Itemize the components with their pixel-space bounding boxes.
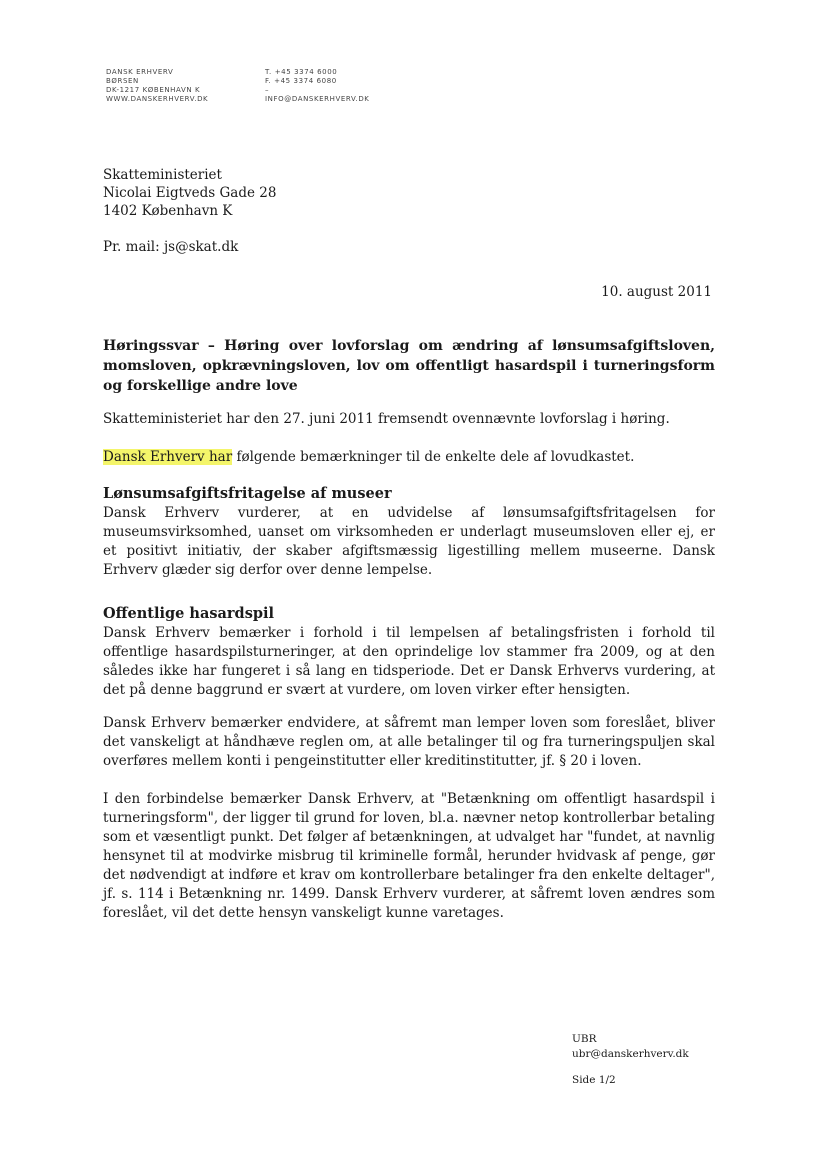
letterhead-phone: T. +45 3374 6000 (265, 68, 338, 76)
intro-remarks (103, 448, 715, 467)
letterhead-website: WWW.DANSKERHVERV.DK (106, 95, 209, 103)
section-museum-body: Dansk Erhverv vurderer, at en udvidelse af lønsumsafgiftsfritagelsen for museumsvirksomhed, uanset om virksomheden er underlagt museumsloven eller ej, er et positivt initiativ, der skaber afgiftsmæssig ligestilling mellem museerne. Dansk Erhverv glæder sig derfor over denne lempelse. (103, 505, 715, 578)
letterhead-address (106, 68, 208, 104)
letterhead-org: DANSK ERHVERV (106, 68, 174, 76)
signature-initials: UBR (572, 1033, 597, 1045)
letterhead-city: DK-1217 KØBENHAVN K (106, 86, 201, 94)
section-gambling-paragraph-1: Dansk Erhverv bemærker i forhold i til lempelsen af betalingsfristen i forhold til offentlige hasardspilsturneringer, at den oprindelige lov stammer fra 2009, og at den således ikke har fungeret i så lang en tidsperiode. Det er Dansk Erhvervs vurdering, at det på denne baggrund er svært at vurdere, om loven virker efter hensigten. (103, 625, 715, 698)
signature-block (572, 1032, 689, 1062)
letterhead-email: INFO@DANSKERHVERV.DK (265, 95, 370, 103)
signature-email: ubr@danskerhverv.dk (572, 1048, 689, 1060)
letterhead-contact (265, 68, 370, 104)
intro-paragraph: Skatteministeriet har den 27. juni 2011 fremsendt ovennævnte lovforslag i høring. (103, 411, 670, 427)
letterhead-building: BØRSEN (106, 77, 139, 85)
section-gambling-title: Offentlige hasardspil (103, 605, 275, 622)
letterhead-fax: F. +45 3374 6080 (265, 77, 337, 85)
letter-subject: Høringssvar – Høring over lovforslag om ændring af lønsumsafgiftsloven, momsloven, opkrævningsloven, lov om offentligt hasardspil i turneringsform og forskellige andre love (103, 338, 715, 394)
section-museum-title: Lønsumsafgiftsfritagelse af museer (103, 485, 392, 502)
letter-date: 10. august 2011 (601, 284, 712, 300)
highlighted-text: Dansk Erhverv har (103, 449, 233, 465)
recipient-address (103, 166, 276, 220)
section-gambling-paragraph-2: Dansk Erhverv bemærker endvidere, at såfremt man lemper loven som foreslået, bliver det vanskeligt at håndhæve reglen om, at alle betalinger til og fra turneringspuljen skal overføres mellem konti i pengeinstitutter eller kreditinstitutter, jf. § 20 i loven. (103, 715, 715, 769)
recipient-name: Skatteministeriet (103, 167, 222, 183)
section-gambling-paragraph-3: I den forbindelse bemærker Dansk Erhverv, at "Betænkning om offentligt hasardspil i turneringsform", der ligger til grund for loven, bl.a. nævner netop kontrollerbar betaling som et væsentligt punkt. Det følger af betænkningen, at udvalget har "fundet, at navnlig hensynet til at modvirke misbrug til kriminelle formål, herunder hvidvask af penge, gør det nødvendigt at indføre et krav om kontrollerbare betalinger fra den enkelte deltager", jf. s. 114 i Betænkning nr. 1499. Dansk Erhverv vurderer, at såfremt loven ændres som foreslået, vil det dette hensyn vanskeligt kunne varetages. (103, 791, 715, 921)
intro-remarks-text: følgende bemærkninger til de enkelte dele af lovudkastet. (232, 449, 635, 465)
recipient-mail: Pr. mail: js@skat.dk (103, 239, 239, 255)
recipient-city: 1402 København K (103, 203, 233, 219)
letterhead-dash: – (265, 86, 270, 94)
recipient-street: Nicolai Eigtveds Gade 28 (103, 185, 277, 201)
page-number: Side 1/2 (572, 1074, 616, 1086)
